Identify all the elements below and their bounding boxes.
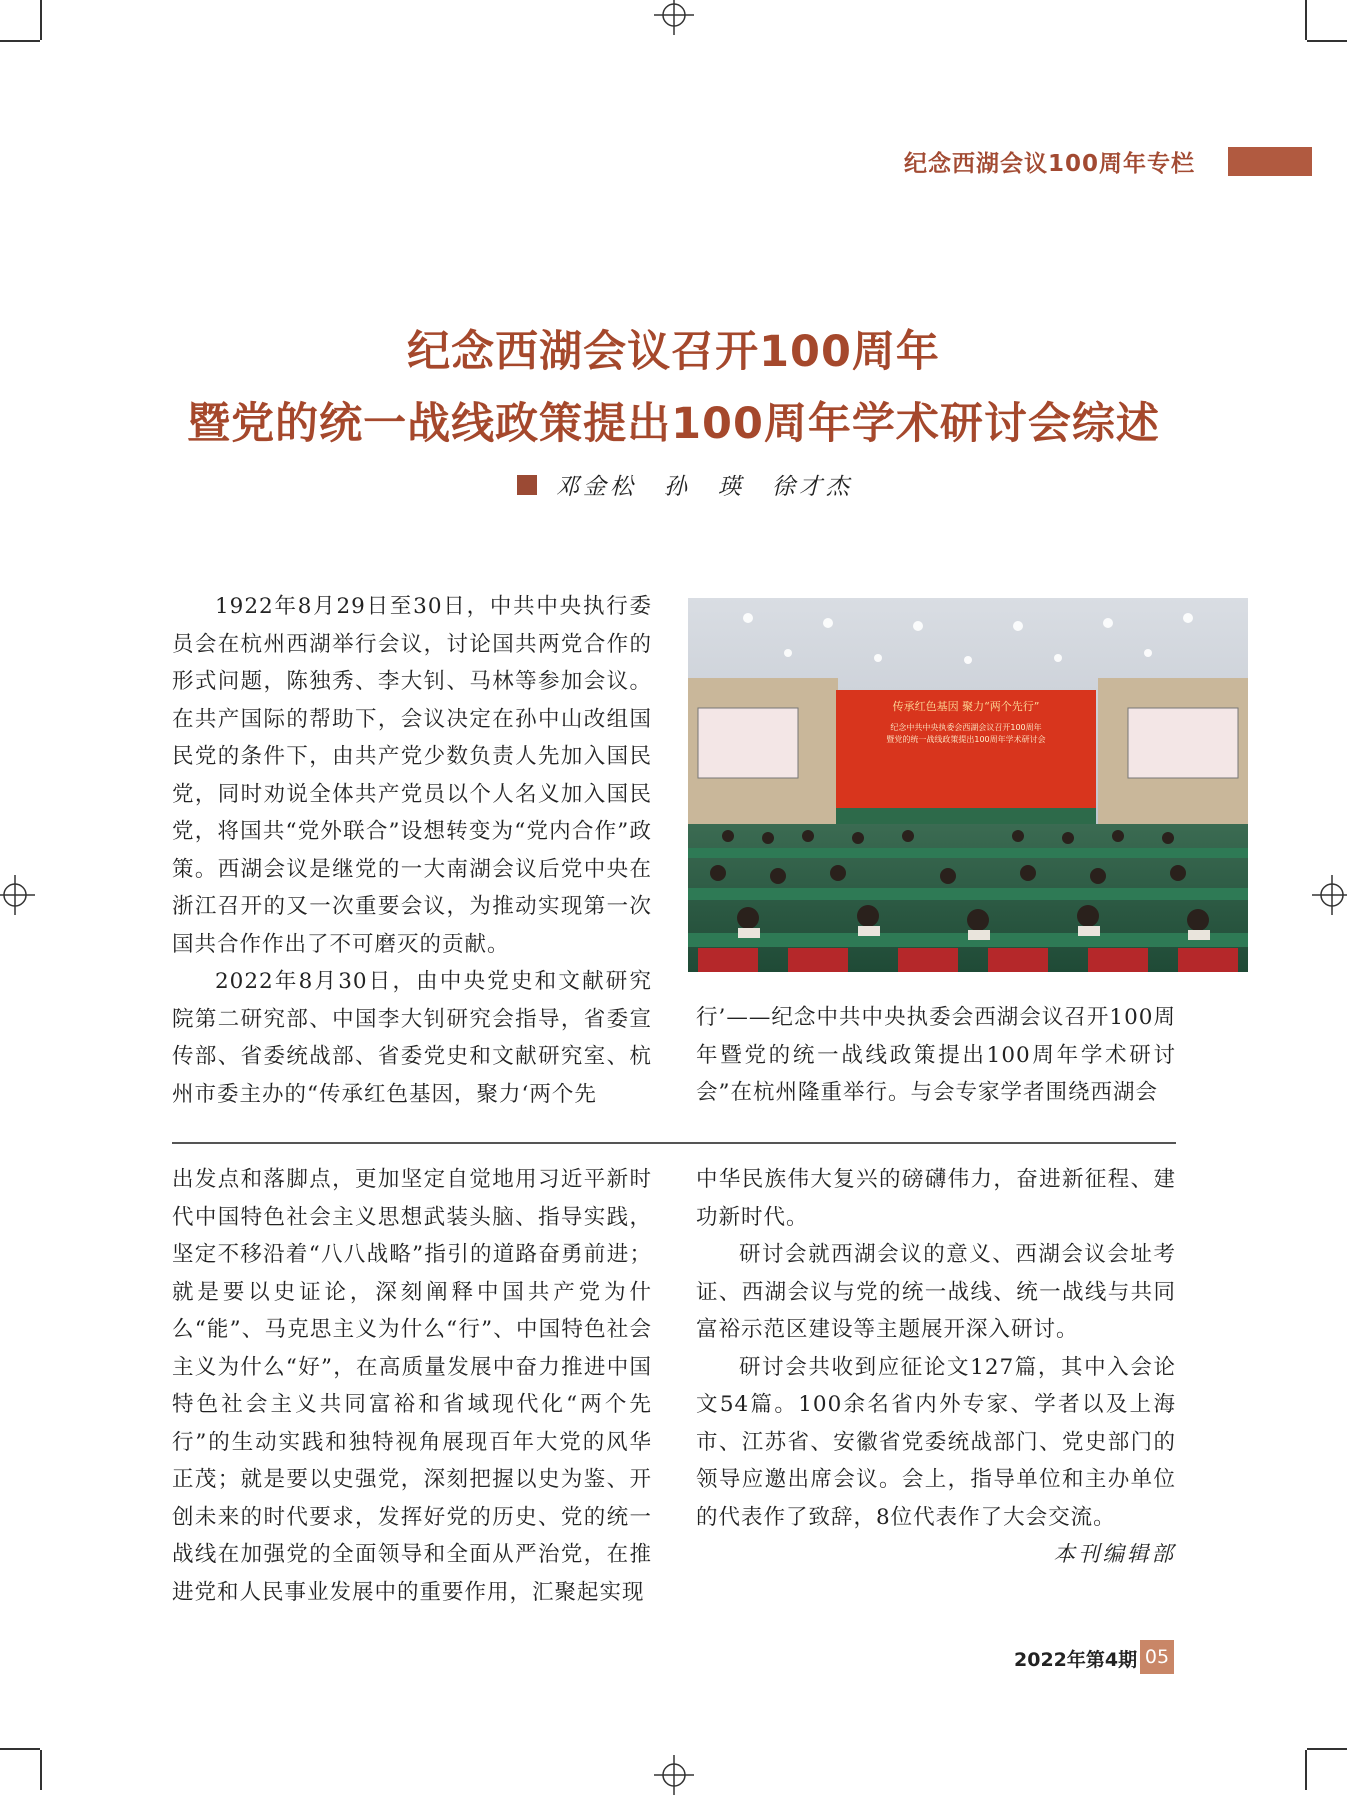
registration-mark-icon <box>0 875 35 915</box>
issue-label: 2022年第4期 <box>1014 1649 1138 1671</box>
authors: 邓金松 孙 瑛 徐才杰 <box>556 474 853 500</box>
paragraph: 中华民族伟大复兴的磅礴伟力，奋进新征程、建功新时代。 <box>696 1167 1176 1230</box>
section-bar <box>1228 147 1312 176</box>
paragraph: 研讨会共收到应征论文127篇，其中入会论文54篇。100余名省内外专家、学者以及上海市、江苏省、安徽省党委统战部门、党史部门的领导应邀出席会议。会上，指导单位和主办单位的代表作了致辞，8位代表作了大会交流。 <box>696 1354 1176 1530</box>
left-column-top <box>172 588 652 1113</box>
paragraph: 行’——纪念中共中央执委会西湖会议召开100周年暨党的统一战线政策提出100周年学术研讨会”在杭州隆重举行。与会专家学者围绕西湖会 <box>696 1005 1176 1105</box>
article-title-line1: 纪念西湖会议召开100周年 <box>407 327 940 377</box>
crop-mark <box>40 0 42 40</box>
banner-line1-text: 纪念中共中央执委会西湖会议召开100周年 <box>890 723 1042 732</box>
conference-photo <box>688 598 1248 972</box>
crop-mark <box>1307 40 1347 42</box>
crop-mark <box>1305 1750 1307 1790</box>
crop-mark <box>1307 1748 1347 1750</box>
left-column-bottom <box>172 1161 652 1611</box>
authors-square-icon <box>517 475 537 495</box>
crop-mark <box>1305 0 1307 40</box>
section-title: 纪念西湖会议100周年专栏 <box>903 151 1195 177</box>
paragraph: 出发点和落脚点，更加坚定自觉地用习近平新时代中国特色社会主义思想武装头脑、指导实践，坚定不移沿着“八八战略”指引的道路奋勇前进；就是要以史证论，深刻阐释中国共产党为什么“能”、马克思主义为什么“行”、中国特色社会主义为什么“好”，在高质量发展中奋力推进中国特色社会主义共同富裕和省域现代化“两个先行”的生动实践和独特视角展现百年大党的风华正茂；就是要以史强党，深刻把握以史为鉴、开创未来的时代要求，发挥好党的历史、党的统一战线在加强党的全面领导和全面从严治党，在推进党和人民事业发展中的重要作用，汇聚起实现 <box>172 1167 652 1605</box>
registration-mark-icon <box>1312 875 1347 915</box>
page-number: 05 <box>1140 1640 1174 1674</box>
paragraph: 1922年8月29日至30日，中共中央执行委员会在杭州西湖举行会议，讨论国共两党合作的形式问题，陈独秀、李大钊、马林等参加会议。在共产国际的帮助下，会议决定在孙中山改组国民党的条件下，由共产党少数负责人先加入国民党，同时劝说全体共产党员以个人名义加入国民党，将国共“党外联合”设想转变为“党内合作”政策。西湖会议是继党的一大南湖会议后党中央在浙江召开的又一次重要会议，为推动实现第一次国共合作作出了不可磨灭的贡献。 <box>172 594 652 957</box>
registration-mark-icon <box>654 0 694 35</box>
paragraph: 2022年8月30日，由中央党史和文献研究院第二研究部、中国李大钊研究会指导，省委宣传部、省委统战部、省委党史和文献研究室、杭州市委主办的“传承红色基因，聚力‘两个先 <box>172 969 652 1107</box>
article-title-line2: 暨党的统一战线政策提出100周年学术研讨会综述 <box>187 399 1160 449</box>
crop-mark <box>0 40 40 42</box>
crop-mark <box>0 1748 40 1750</box>
paragraph: 研讨会就西湖会议的意义、西湖会议会址考证、西湖会议与党的统一战线、统一战线与共同富裕示范区建设等主题展开深入研讨。 <box>696 1242 1176 1342</box>
horizontal-rule <box>172 1142 1176 1144</box>
banner-line2-text: 暨党的统一战线政策提出100周年学术研讨会 <box>886 735 1046 744</box>
registration-mark-icon <box>654 1755 694 1795</box>
right-column-bottom <box>696 1161 1176 1574</box>
signature: 本刊编辑部 <box>1053 1542 1176 1567</box>
banner-top-text: 传承红色基因 聚力“两个先行” <box>892 700 1040 713</box>
right-column-top <box>696 999 1176 1112</box>
crop-mark <box>40 1750 42 1790</box>
